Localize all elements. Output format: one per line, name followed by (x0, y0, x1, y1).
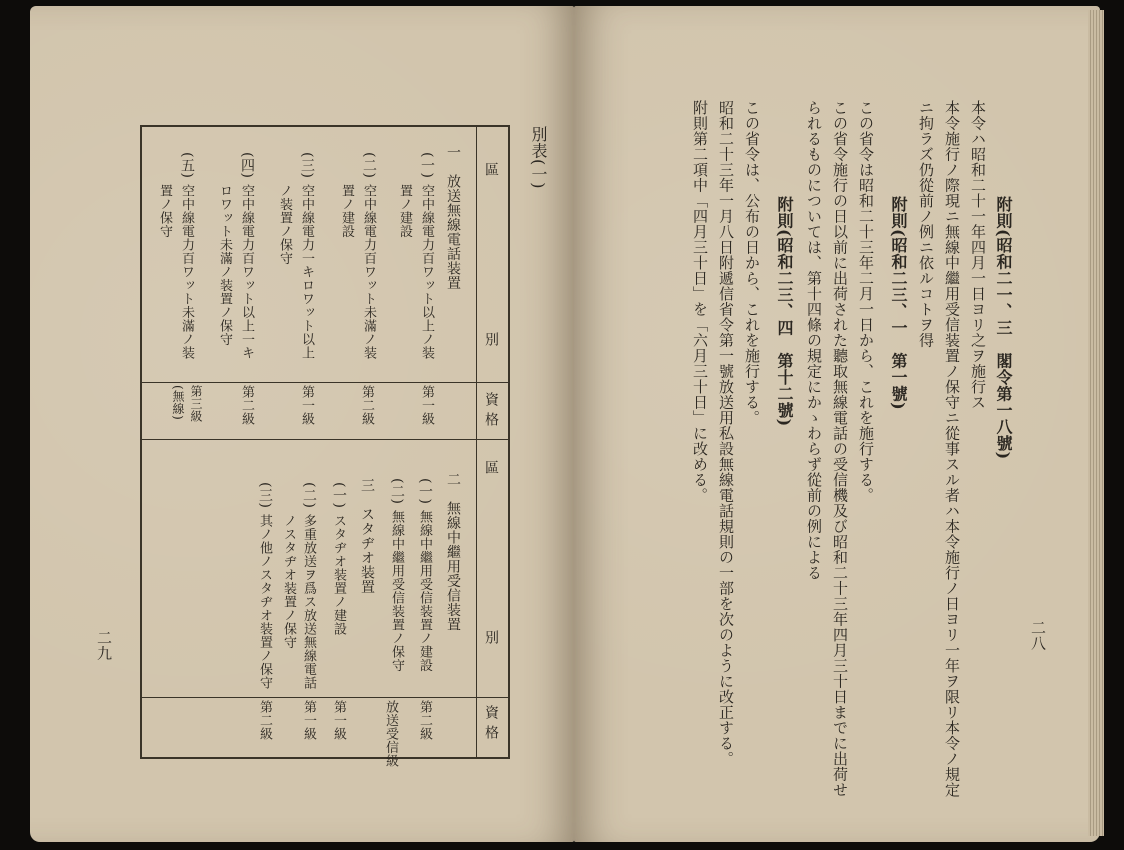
supplementary-heading-1: 附則(昭和二一、三 閣令第一八號) (994, 196, 1013, 460)
item-3-2-cont: ノスタヂオ装置ノ保守 (281, 514, 296, 649)
item-1-1-qual: 第一級 (419, 385, 434, 426)
item-3-2-num: (二) (301, 482, 317, 509)
item-1-4-cont: ロワット未滿ノ装置ノ保守 (217, 184, 232, 346)
item-1-2-num: (二) (361, 152, 377, 179)
item-2-1-text: 無線中繼用受信装置ノ建設 (417, 510, 432, 672)
right-line-10: この省令は、公布の日から、これを施行する。 (743, 100, 761, 426)
right-line-6: この省令は昭和二十三年二月一日から、これを施行する。 (857, 100, 875, 503)
item-1-5-text: 空中線電力百ワット未滿ノ装 (179, 184, 194, 360)
item-3-1-num: (一) (331, 482, 347, 509)
item-1-4-text: 空中線電力百ワット以上一キ (239, 184, 254, 360)
header-qual-1: 資格 (483, 392, 499, 432)
section-3-title: 三 スタヂオ装置 (359, 478, 375, 594)
item-1-5-qual-sub: (無線) (171, 385, 185, 421)
section-1-title: 一 放送無線電話装置 (445, 145, 461, 290)
item-1-3-qual: 第一級 (299, 385, 314, 426)
item-3-3-text: 其ノ他ノスタヂオ装置ノ保守 (257, 514, 272, 690)
item-3-2-text: 多重放送ヲ爲ス放送無線電話 (301, 514, 316, 690)
item-3-1-text: スタヂオ装置ノ建設 (331, 514, 346, 636)
item-1-2-cont: 置ノ建設 (339, 184, 354, 238)
item-2-2-text: 無線中繼用受信装置ノ保守 (389, 510, 404, 672)
page-edges (1088, 10, 1104, 836)
page-number-left: 二九 (95, 630, 113, 661)
page-number-right: 二八 (1029, 620, 1047, 651)
supplementary-heading-2: 附則(昭和二三、一 第一號) (889, 196, 908, 411)
item-2-1-num: (一) (417, 478, 433, 505)
header-qual-2: 資格 (483, 705, 499, 745)
item-1-4-qual: 第二級 (239, 385, 254, 426)
item-1-3-cont: ノ装置ノ保守 (277, 184, 292, 265)
right-line-8: られるものについては、第十四條の規定にかゝわらず從前の例による (805, 100, 823, 581)
right-line-7: この省令施行の日以前に出荷された聽取無線電話の受信機及び昭和二十三年四月三十日までに出荷せ (831, 100, 849, 798)
item-1-5-qual: 第三級 (189, 385, 203, 423)
table-title: 別表(一) (529, 126, 548, 189)
item-2-2-num: (二) (389, 478, 405, 505)
item-1-1-num: (一) (419, 152, 435, 179)
item-2-2-qual: 放送受信級 (383, 700, 398, 768)
item-1-5-num: (五) (179, 152, 195, 179)
right-line-2: 本令ハ昭和二十一年四月一日ヨリ之ヲ施行ス (969, 100, 987, 410)
supplementary-heading-3: 附則(昭和二三、四 第十二號) (775, 196, 794, 427)
right-line-3: 本令施行ノ際現ニ無線中繼用受信装置ノ保守ニ從事スル者ハ本令施行ノ日ヨリ一年ヲ限リ本令ノ規定 (943, 100, 961, 798)
header-area-2: 區 別 (483, 460, 499, 664)
section-2-title: 二 無線中繼用受信装置 (445, 472, 461, 632)
item-3-3-qual: 第二級 (257, 700, 272, 741)
item-1-4-num: (四) (239, 152, 255, 179)
header-area-1: 區 別 (483, 162, 499, 366)
right-line-4: ニ拘ラズ仍從前ノ例ニ依ルコトヲ得 (917, 100, 935, 348)
item-3-2-qual: 第一級 (301, 700, 316, 741)
item-1-1-cont: 置ノ建設 (397, 184, 412, 238)
item-1-3-text: 空中線電力一キロワット以上 (299, 184, 314, 360)
item-1-3-num: (三) (299, 152, 315, 179)
item-3-1-qual: 第一級 (331, 700, 346, 741)
item-1-2-qual: 第二級 (359, 385, 374, 426)
item-1-2-text: 空中線電力百ワット未滿ノ装 (361, 184, 376, 360)
item-1-5-cont: 置ノ保守 (157, 184, 172, 238)
item-1-1-text: 空中線電力百ワット以上ノ装 (419, 184, 434, 360)
right-line-11: 昭和二十三年一月八日附遞信省令第一號放送用私設無線電話規則の一部を次のように改正する。 (717, 100, 735, 767)
right-line-12: 附則第二項中「四月三十日」を「六月三十日」に改める。 (691, 100, 709, 503)
item-2-1-qual: 第二級 (417, 700, 432, 741)
item-3-3-num: (三) (257, 482, 273, 509)
